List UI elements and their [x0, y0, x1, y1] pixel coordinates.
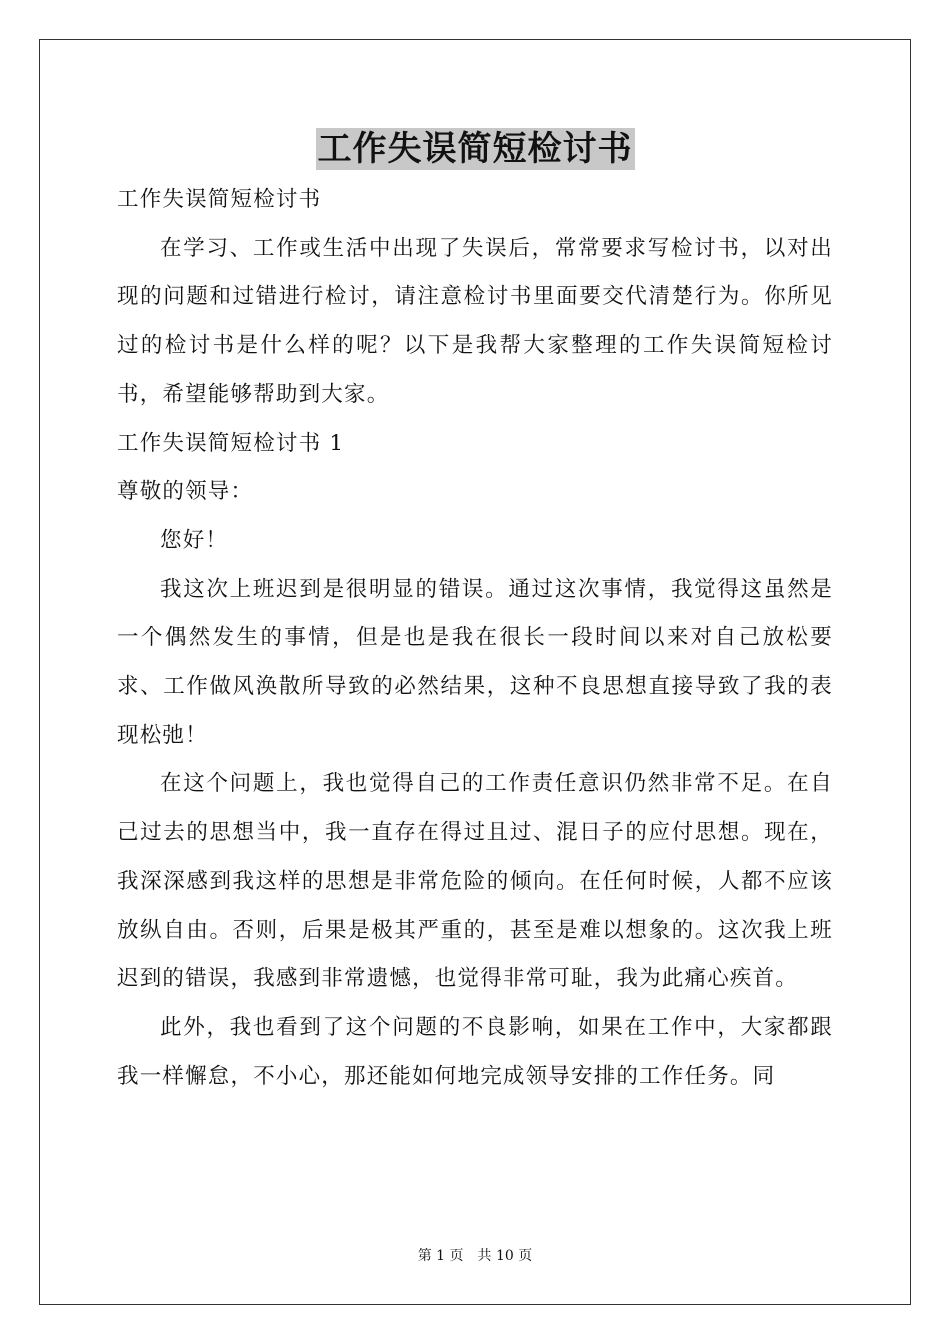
document-title: 工作失误简短检讨书	[317, 129, 633, 169]
intro-paragraph: 在学习、工作或生活中出现了失误后，常常要求写检讨书，以对出现的问题和过错进行检讨，请注意检讨书里面要交代清楚行为。你所见过的检讨书是什么样的呢？以下是我帮大家整理的工作失误简短检讨书，希望能够帮助到大家。	[117, 235, 833, 407]
page-number: 第 1 页	[417, 1248, 464, 1264]
subtitle-paragraph: 工作失误简短检讨书	[117, 187, 322, 212]
document-body	[117, 176, 833, 1101]
page-footer	[0, 1247, 950, 1265]
page-total: 共 10 页	[477, 1248, 533, 1264]
title-container	[0, 128, 950, 170]
body-paragraph: 我这次上班迟到是很明显的错误。通过这次事情，我觉得这虽然是一个偶然发生的事情，但是也是我在很长一段时间以来对自己放松要求、工作做风涣散所导致的必然结果，这种不良思想直接导致了我的表现松弛！	[117, 576, 833, 748]
section-heading: 工作失误简短检讨书 1	[117, 430, 345, 456]
body-paragraph: 在这个问题上，我也觉得自己的工作责任意识仍然非常不足。在自己过去的思想当中，我一直存在得过且过、混日子的应付思想。现在，我深深感到我这样的思想是非常危险的倾向。在任何时候，人都不应该放纵自由。否则，后果是极其严重的，甚至是难以想象的。这次我上班迟到的错误，我感到非常遗憾，也觉得非常可耻，我为此痛心疾首。	[117, 771, 833, 992]
salutation: 尊敬的领导：	[117, 479, 254, 505]
body-paragraph: 此外，我也看到了这个问题的不良影响，如果在工作中，大家都跟我一样懈怠，不小心，那还能如何地完成领导安排的工作任务。同	[117, 1014, 833, 1089]
greeting: 您好！	[160, 527, 229, 553]
